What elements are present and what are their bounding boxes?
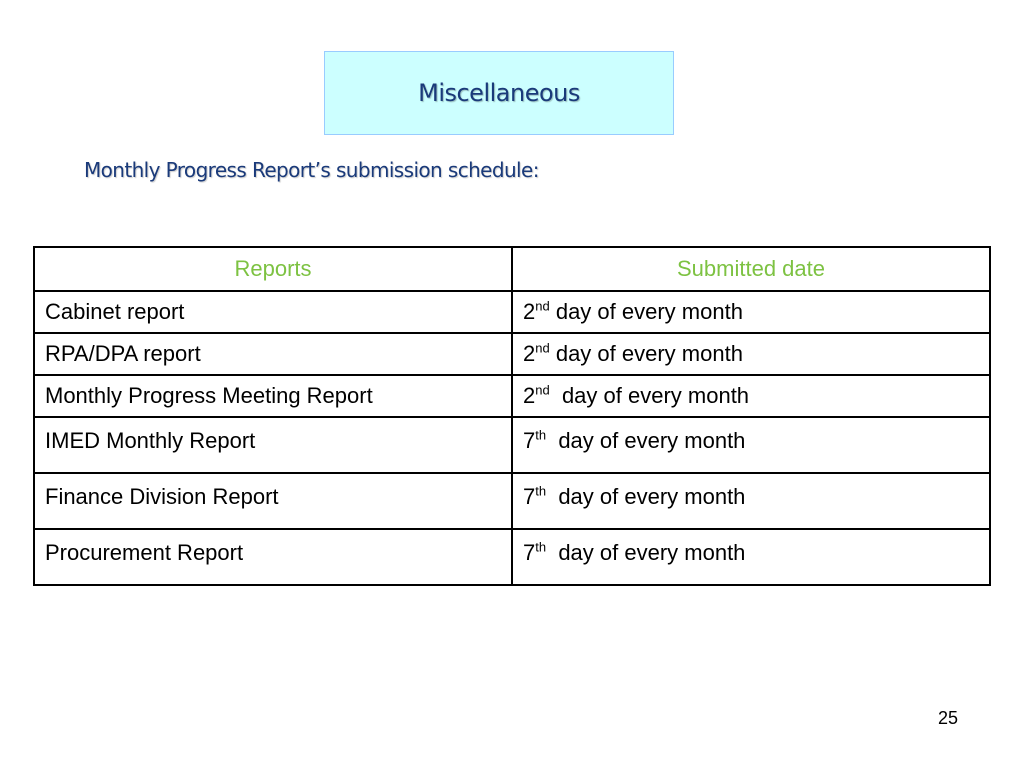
report-name-cell: Procurement Report (34, 529, 512, 585)
day-text: day of every month (546, 428, 746, 453)
day-text: day of every month (549, 341, 743, 366)
day-suffix: th (535, 539, 547, 555)
report-name-cell: Cabinet report (34, 291, 512, 333)
table-row (34, 529, 990, 585)
report-name-cell: IMED Monthly Report (34, 417, 512, 473)
day-suffix: nd (535, 382, 550, 398)
day-text: day of every month (549, 299, 743, 324)
report-name-cell: Monthly Progress Meeting Report (34, 375, 512, 417)
submitted-date-cell (512, 333, 990, 375)
schedule-table (33, 246, 991, 586)
table-row (34, 375, 990, 417)
submitted-date-cell (512, 291, 990, 333)
page-number: 25 (938, 708, 959, 728)
slide-title: Miscellaneous (418, 79, 580, 107)
table-row (34, 473, 990, 529)
submitted-date-cell (512, 375, 990, 417)
day-text: day of every month (546, 484, 746, 509)
submitted-date-cell (512, 417, 990, 473)
submitted-date-cell (512, 473, 990, 529)
header-reports: Reports (34, 247, 512, 291)
title-box (324, 51, 674, 135)
day-number: 7 (523, 540, 536, 565)
day-suffix: th (535, 427, 547, 443)
table-row (34, 417, 990, 473)
day-suffix: nd (535, 298, 550, 314)
day-number: 2 (523, 341, 536, 366)
slide-subtitle: Monthly Progress Report’s submission schedule: (84, 158, 539, 182)
day-number: 2 (523, 383, 536, 408)
day-number: 7 (523, 428, 536, 453)
day-text: day of every month (549, 383, 750, 408)
header-submitted-date: Submitted date (512, 247, 990, 291)
day-number: 7 (523, 484, 536, 509)
report-name-cell: Finance Division Report (34, 473, 512, 529)
day-text: day of every month (546, 540, 746, 565)
submitted-date-cell (512, 529, 990, 585)
table-row (34, 291, 990, 333)
table-header-row (34, 247, 990, 291)
report-name-cell: RPA/DPA report (34, 333, 512, 375)
day-suffix: nd (535, 340, 550, 356)
day-number: 2 (523, 299, 536, 324)
table-row (34, 333, 990, 375)
day-suffix: th (535, 483, 547, 499)
